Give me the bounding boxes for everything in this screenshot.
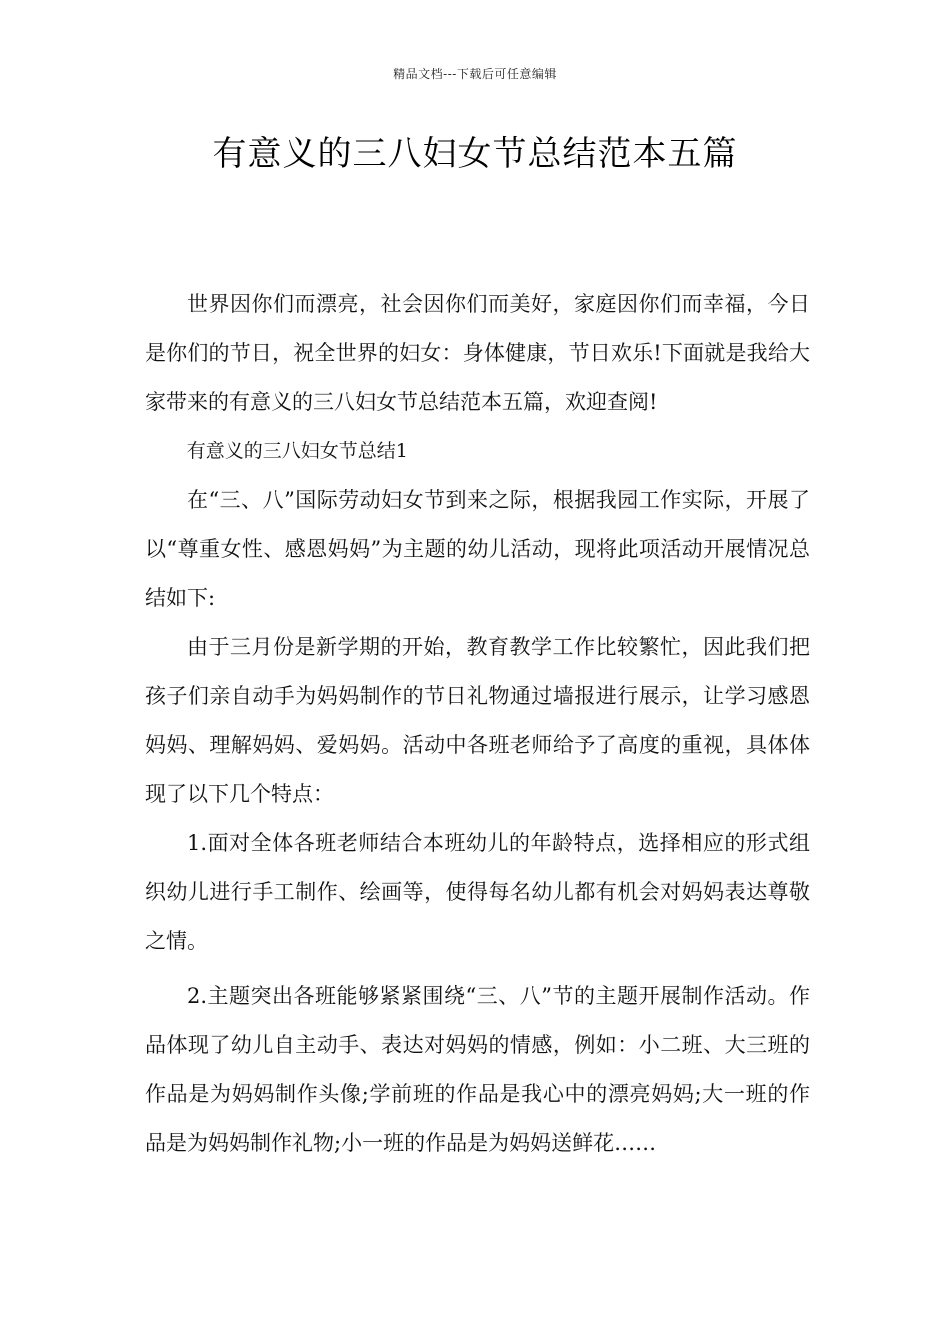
document-body: [145, 280, 810, 1168]
list-item-paragraph: 2.主题突出各班能够紧紧围绕“三、八”节的主题开展制作活动。作品体现了幼儿自主动手、表达对妈妈的情感，例如：小二班、大三班的作品是为妈妈制作头像;学前班的作品是我心中的漂亮妈妈;大一班的作品是为妈妈制作礼物;小一班的作品是为妈妈送鲜花……: [145, 984, 810, 1155]
intro-paragraph: 世界因你们而漂亮，社会因你们而美好，家庭因你们而幸福，今日是你们的节日，祝全世界的妇女：身体健康，节日欢乐!下面就是我给大家带来的有意义的三八妇女节总结范本五篇，欢迎查阅!: [145, 292, 810, 414]
page-header: 精品文档---下载后可任意编辑: [393, 67, 557, 81]
list-item-paragraph: 1.面对全体各班老师结合本班幼儿的年龄特点，选择相应的形式组织幼儿进行手工制作、绘画等，使得每名幼儿都有机会对妈妈表达尊敬之情。: [145, 831, 810, 953]
section-heading: 有意义的三八妇女节总结1: [186, 440, 408, 462]
body-paragraph: 由于三月份是新学期的开始，教育教学工作比较繁忙，因此我们把孩子们亲自动手为妈妈制作的节日礼物通过墙报进行展示，让学习感恩妈妈、理解妈妈、爱妈妈。活动中各班老师给予了高度的重视，具体体现了以下几个特点：: [145, 635, 810, 806]
body-paragraph: 在“三、八”国际劳动妇女节到来之际，根据我园工作实际，开展了以“尊重女性、感恩妈妈”为主题的幼儿活动，现将此项活动开展情况总结如下:: [145, 488, 810, 610]
document-title: 有意义的三八妇女节总结范本五篇: [212, 134, 738, 174]
